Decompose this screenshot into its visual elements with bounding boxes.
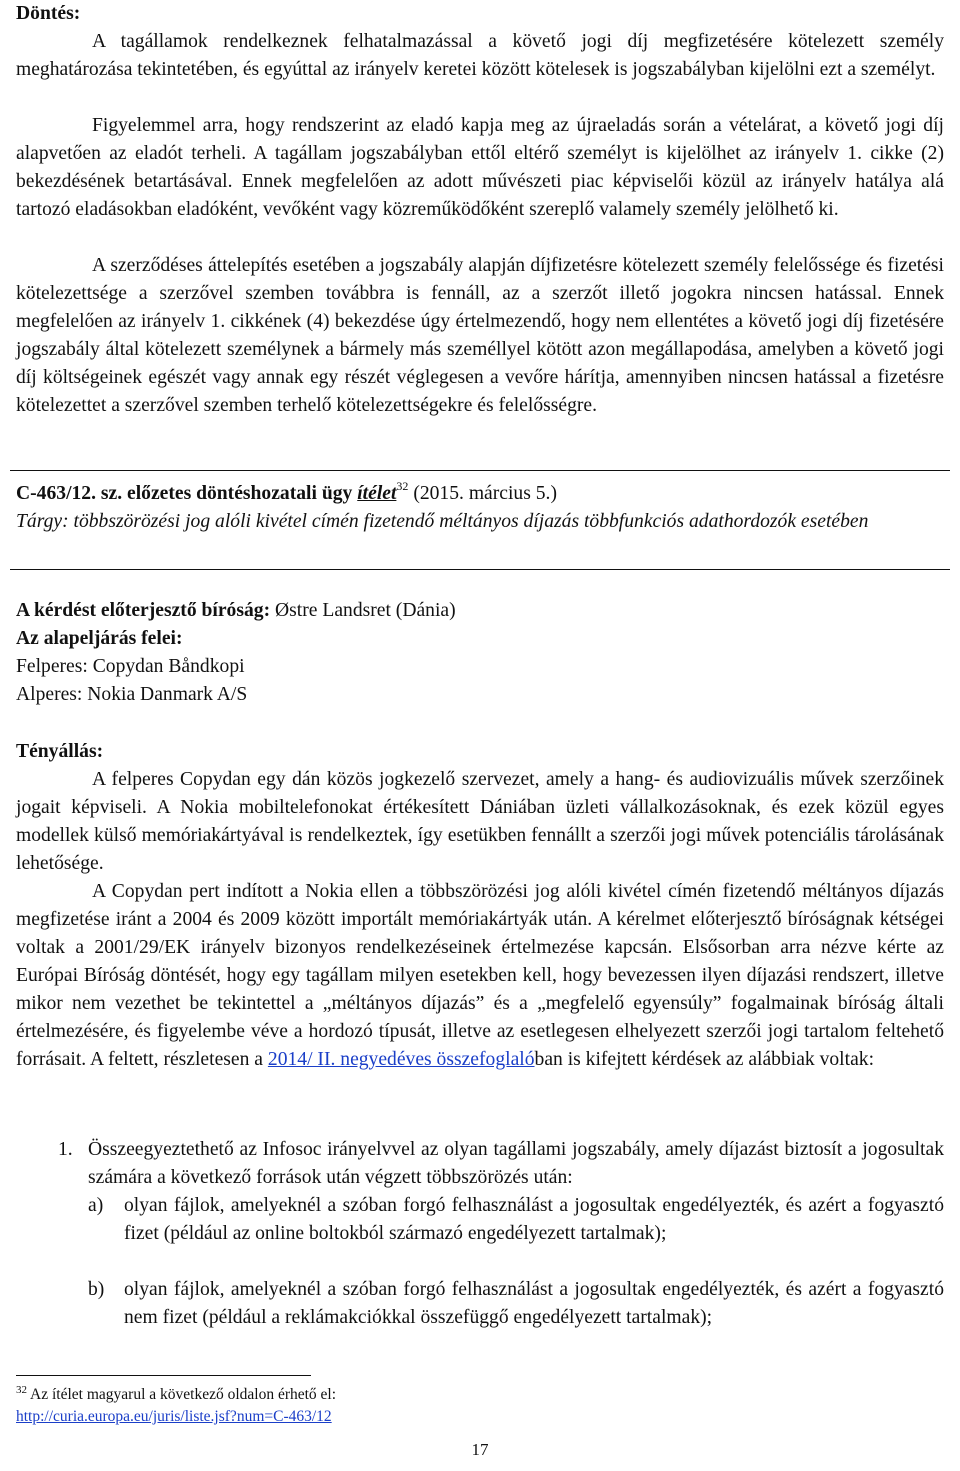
case-date: (2015. március 5.) xyxy=(413,483,557,504)
footnote-url-link[interactable]: http://curia.europa.eu/juris/liste.jsf?num=C-463/12 xyxy=(16,1408,332,1425)
decision-paragraph-1: A tagállamok rendelkeznek felhatalmazással a követő jogi díj megfizetésére kötelezett személy meghatározása tekintetében, és egyúttal az irányelv keretei között kötelesek is jogszabályban kijelölni ezt a személyt. xyxy=(16,31,944,80)
defendant: Alperes: Nokia Danmark A/S xyxy=(16,684,248,705)
question-1-number: 1. xyxy=(58,1139,73,1160)
question-1b-label: b) xyxy=(88,1279,105,1300)
case-number: C-463/12. sz. előzetes döntéshozatali ügy xyxy=(16,483,353,504)
quarterly-summary-link[interactable]: 2014/ II. negyedéves összefoglaló xyxy=(267,1049,535,1070)
court-label: A kérdést előterjesztő bíróság: xyxy=(16,600,271,621)
facts-paragraph-1: A felperes Copydan egy dán közös jogkezelő szervezet, amely a hang- és audiovizuális művek szerzőinek jogait képviseli. A Nokia mobiltelefonokat értékesített Dániában üzleti vállalkozásoknak, és ezek közül egyes modellek külső memóriakártyával is rendelkeztek, így esetükben fennállt a szerzői jogi művek potenciális tárolásának lehetősége. xyxy=(16,769,944,874)
question-1a-text: olyan fájlok, amelyeknél a szóban forgó felhasználást a jogosultak engedélyezték, és azért a fogyasztó fizet (például az online boltokból származó engedélyezett tartalmak); xyxy=(124,1195,944,1244)
question-1b-text: olyan fájlok, amelyeknél a szóban forgó felhasználást a jogosultak engedélyezték, és azért a fogyasztó nem fizet (például a reklámakciókkal összefüggő engedélyezett tartalmak); xyxy=(124,1279,944,1328)
question-1a-label: a) xyxy=(88,1195,104,1216)
decision-paragraph-3: A szerződéses áttelepítés esetében a jogszabály alapján díjfizetésre kötelezett személy felelőssége és fizetési kötelezettsége a szerzővel szemben továbbra is fennáll, az a szerzőt illető jogokra nincsen hatással. Ennek megfelelően az irányelv 1. cikkének (4) bekezdése úgy értelmezendő, hogy nem ellentétes a követő jogi díj fizetésére jogszabály által kötelezett személynek a bármely más személlyel kötött azon megállapodása, amelyben a követő jogi díj költségeinek egészét vagy annak egy részét véglegesen a vevőre hárítja, amennyiben nincsen hatással a fizetésre kötelezettet a szerzővel szemben terhelő kötelezettségekre és felelősségre. xyxy=(16,255,944,416)
footnote-ref[interactable]: 32 xyxy=(396,479,409,493)
footnote xyxy=(16,1384,336,1428)
court-value: Østre Landsret (Dánia) xyxy=(275,600,456,621)
footnote-text: Az ítélet magyarul a következő oldalon érhető el: xyxy=(30,1386,337,1403)
facts-paragraph-2-tail: ban is kifejtett kérdések az alábbiak voltak: xyxy=(534,1049,875,1070)
facts-paragraph-2-text: A Copydan pert indított a Nokia ellen a többszörözési jog alóli kivétel címén fizetendő méltányos díjazás megfizetése iránt a 2004 és 2009 között importált memóriakártyák után. A kérelmet előterjesztő bíróságnak kétségei voltak a 2001/29/EK irányelv bizonyos rendelkezéseinek értelmezése kapcsán. Elsősorban arra nézve kérte az Európai Bíróság döntését, hogy egy tagállam milyen esetekben kell, hogy bevezessen ilyen díjazási rendszert, illetve mikor nem vezethet be tekintettel a „méltányos díjazás” és a „megfelelő egyensúly” fogalmainak bíróság általi értelmezésére, és figyelembe véve a hordozó típusát, illetve az esetlegesen elhelyezett szerzői jogi tartalom feltehető forrásait. A feltett, részletesen a xyxy=(16,881,944,1070)
plaintiff: Felperes: Copydan Båndkopi xyxy=(16,656,245,677)
decision-heading: Döntés: xyxy=(16,3,81,24)
case-title-line xyxy=(16,480,944,508)
case-subject: Tárgy: többszörözési jog alóli kivétel címén fizetendő méltányos díjazás többfunkciós adathordozók esetében xyxy=(16,511,869,532)
parties-heading: Az alapeljárás felei: xyxy=(16,628,183,649)
footnote-separator xyxy=(16,1375,311,1376)
court-line xyxy=(16,597,944,625)
question-1-text: Összeegyeztethető az Infosoc irányelvvel az olyan tagállami jogszabály, amely díjazást biztosít a jogosultak számára a következő források után végzett többszörözés után: xyxy=(88,1139,944,1188)
decision-paragraph-2: Figyelemmel arra, hogy rendszerint az eladó kapja meg az újraeladás során a vételárat, a követő jogi díj alapvetően az eladót terheli. A tagállam jogszabályban ettől eltérő személyt is kijelölhet az irányelv 1. cikke (2) bekezdésének betartásával. Ennek megfelelően az adott művészeti piac képviselői közül az irányelv hatálya alá tartozó eladásokban eladóként, vevőként vagy közreműködőként szereplő valamely személy jelölhető ki. xyxy=(16,115,944,220)
case-judgment-label: ítélet xyxy=(357,483,397,504)
page-number: 17 xyxy=(471,1440,489,1459)
footnote-number: 32 xyxy=(16,1384,27,1396)
facts-paragraph-2 xyxy=(16,878,944,1074)
facts-heading: Tényállás: xyxy=(16,741,104,762)
